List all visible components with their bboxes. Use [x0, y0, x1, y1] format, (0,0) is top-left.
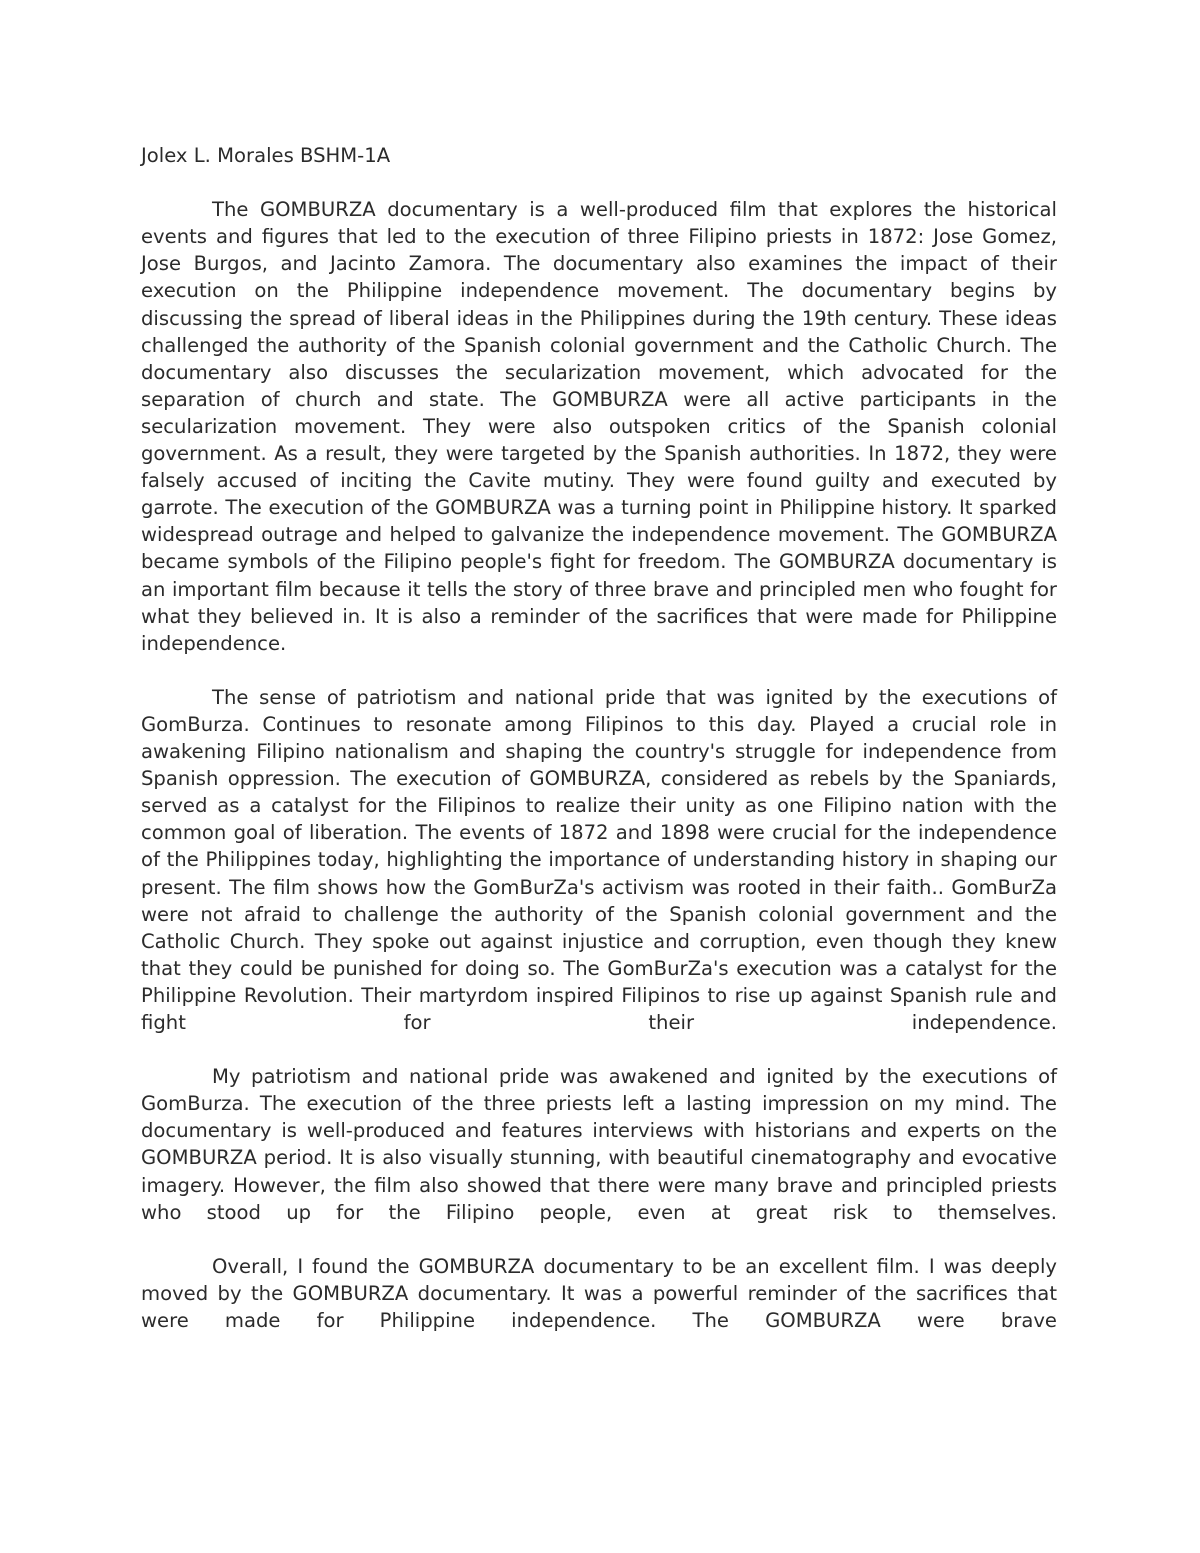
author-line: Jolex L. Morales BSHM-1A — [141, 144, 391, 167]
paragraph-spacer — [141, 1036, 1057, 1063]
paragraph-3: My patriotism and national pride was awakened and ignited by the executions of GomBurza. The execution of the three priests left a lasting impression on my mind. The documentary is well-produced and features interviews with historians and experts on the GOMBURZA period. It is also visually stunning, with beautiful cinematography and evocative imagery. However, the film also showed that there were many brave and principled priests who stood up for the Filipino people, even at great risk to themselves. — [141, 1065, 1057, 1224]
paragraph-spacer — [141, 657, 1057, 684]
paragraph-2: The sense of patriotism and national pride that was ignited by the executions of GomBurza. Continues to resonate among Filipinos to this day. Played a crucial role in awakening Filipino nationalism and shaping the country's struggle for independence from Spanish oppression. The execution of GOMBURZA, considered as rebels by the Spaniards, served as a catalyst for the Filipinos to realize their unity as one Filipino nation with the common goal of liberation. The events of 1872 and 1898 were crucial for the independence of the Philippines today, highlighting the importance of understanding history in shaping our present. The film shows how the GomBurZa's activism was rooted in their faith.. GomBurZa were not afraid to challenge the authority of the Spanish colonial government and the Catholic Church. They spoke out against injustice and corruption, even though they knew that they could be punished for doing so. The GomBurZa's execution was a catalyst for the Philippine Revolution. Their martyrdom inspired Filipinos to rise up against Spanish rule and fight for their independence. — [141, 685, 1057, 1034]
paragraph-spacer — [141, 1226, 1057, 1253]
document-body — [141, 142, 1057, 1334]
paragraph-4: Overall, I found the GOMBURZA documentary to be an excellent film. I was deeply moved by the GOMBURZA documentary. It was a powerful reminder of the sacrifices that were made for Philippine independence. The GOMBURZA were brave — [141, 1254, 1057, 1333]
paragraph-1: The GOMBURZA documentary is a well-produced film that explores the historical events and figures that led to the execution of three Filipino priests in 1872: Jose Gomez, Jose Burgos, and Jacinto Zamora. The documentary also examines the impact of their execution on the Philippine independence movement. The documentary begins by discussing the spread of liberal ideas in the Philippines during the 19th century. These ideas challenged the authority of the Spanish colonial government and the Catholic Church. The documentary also discusses the secularization movement, which advocated for the separation of church and state. The GOMBURZA were all active participants in the secularization movement. They were also outspoken critics of the Spanish colonial government. As a result, they were targeted by the Spanish authorities. In 1872, they were falsely accused of inciting the Cavite mutiny. They were found guilty and executed by garrote. The execution of the GOMBURZA was a turning point in Philippine history. It sparked widespread outrage and helped to galvanize the independence movement. The GOMBURZA became symbols of the Filipino people's fight for freedom. The GOMBURZA documentary is an important film because it tells the story of three brave and principled men who fought for what they believed in. It is also a reminder of the sacrifices that were made for Philippine independence. — [141, 198, 1057, 655]
